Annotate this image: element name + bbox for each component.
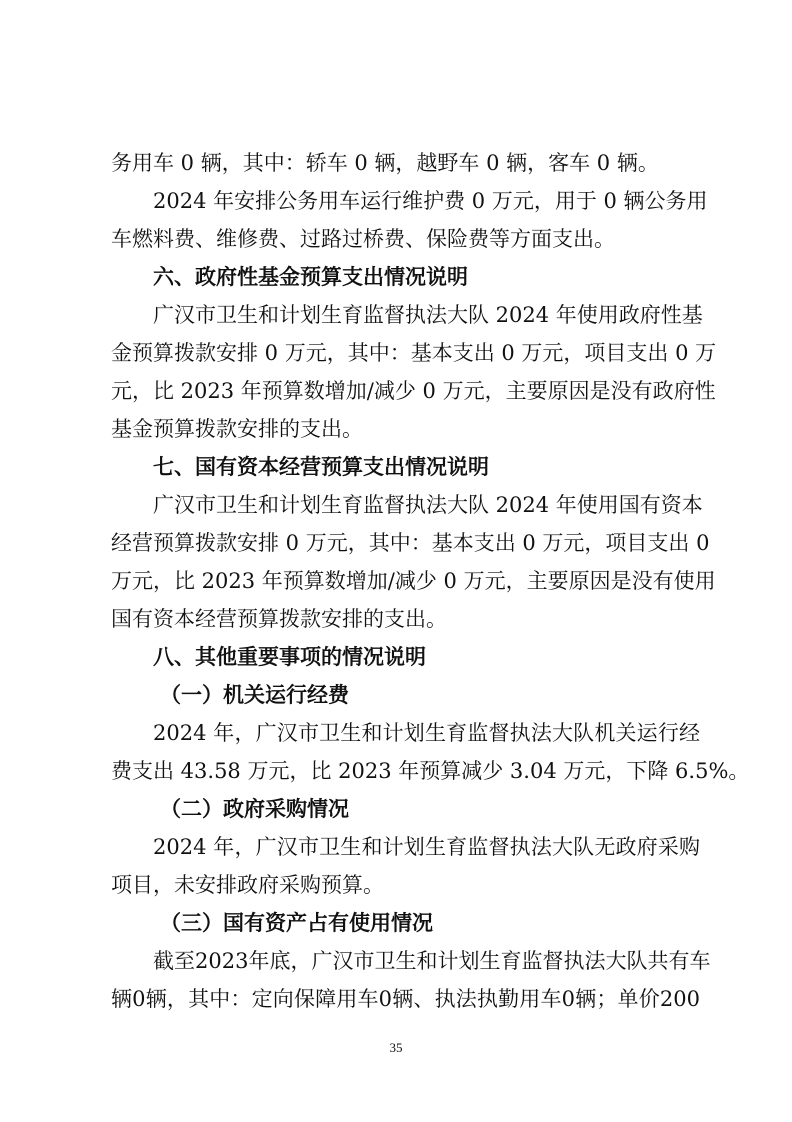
body-text-line: 项目，未安排政府采购预算。 <box>111 873 384 897</box>
body-text-line: 2024 年，广汉市卫生和计划生育监督执法大队无政府采购 <box>153 835 700 859</box>
body-text-line: 费支出 43.58 万元，比 2023 年预算减少 3.04 万元，下降 6.5%。 <box>111 759 750 783</box>
section-heading-7: 七、国有资本经营预算支出情况说明 <box>153 455 489 479</box>
body-text-line: 元，比 2023 年预算数增加/减少 0 万元，主要原因是没有政府性 <box>111 379 716 403</box>
section-heading-6: 六、政府性基金预算支出情况说明 <box>153 265 468 289</box>
body-text-line: 务用车 0 辆，其中：轿车 0 辆，越野车 0 辆，客车 0 辆。 <box>111 151 659 175</box>
body-text-line: 广汉市卫生和计划生育监督执法大队 2024 年使用政府性基 <box>153 303 703 327</box>
body-text-line: 国有资本经营预算拨款安排的支出。 <box>111 607 447 631</box>
section-heading-8: 八、其他重要事项的情况说明 <box>153 645 426 669</box>
body-text-line: 辆0辆，其中：定向保障用车0辆、执法执勤用车0辆；单价200 <box>111 987 700 1011</box>
subsection-heading-2: （二）政府采购情况 <box>160 797 349 821</box>
body-text-line: 金预算拨款安排 0 万元，其中：基本支出 0 万元，项目支出 0 万 <box>111 341 717 365</box>
body-text-line: 万元，比 2023 年预算数增加/减少 0 万元，主要原因是没有使用 <box>111 569 716 593</box>
body-text-line: 基金预算拨款安排的支出。 <box>111 417 363 441</box>
subsection-heading-1: （一）机关运行经费 <box>160 683 349 707</box>
body-text-line: 截至2023年底，广汉市卫生和计划生育监督执法大队共有车 <box>153 949 711 973</box>
body-text-line: 车燃料费、维修费、过路过桥费、保险费等方面支出。 <box>111 227 615 251</box>
body-text-line: 2024 年安排公务用车运行维护费 0 万元，用于 0 辆公务用 <box>153 189 708 213</box>
body-text-line: 经营预算拨款安排 0 万元，其中：基本支出 0 万元，项目支出 0 <box>111 531 710 555</box>
page-number: 35 <box>389 1040 403 1055</box>
body-text-line: 2024 年，广汉市卫生和计划生育监督执法大队机关运行经 <box>153 721 700 745</box>
body-text-line: 广汉市卫生和计划生育监督执法大队 2024 年使用国有资本 <box>153 493 703 517</box>
subsection-heading-3: （三）国有资产占有使用情况 <box>160 911 433 935</box>
